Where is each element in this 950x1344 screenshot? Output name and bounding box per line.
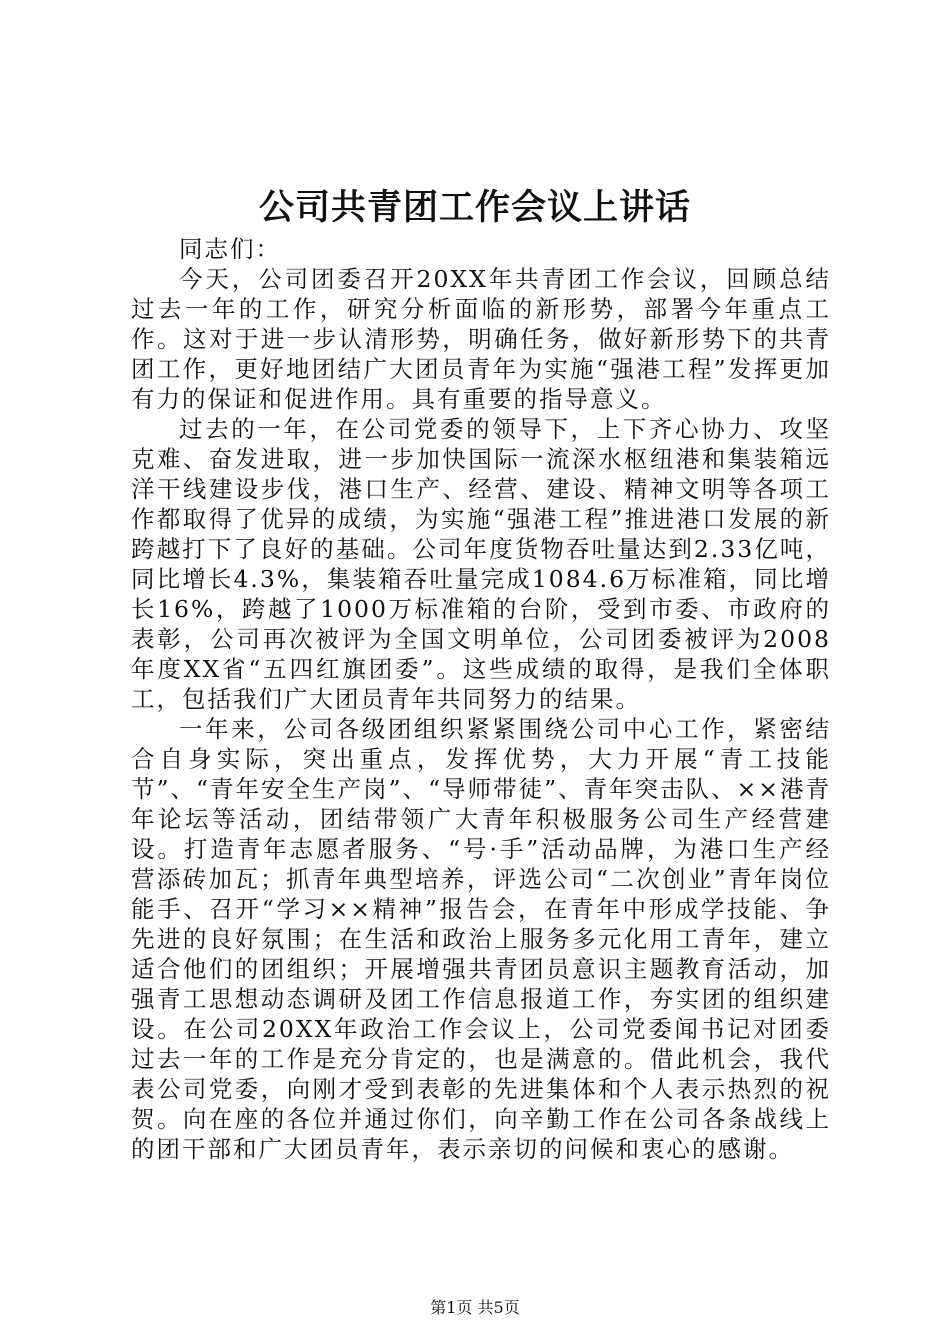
document-body xyxy=(131,234,831,1164)
page-number-footer: 第1页 共5页 xyxy=(430,1298,520,1317)
salutation: 同志们： xyxy=(179,235,281,263)
paragraph-intro: 今天，公司团委召开20XX年共青团工作会议，回顾总结过去一年的工作，研究分析面临的新形势，部署今年重点工作。这对于进一步认清形势，明确任务，做好新形势下的共青团工作，更好地团结广大团员青年为实施“强港工程”发挥更加有力的保证和促进作用。具有重要的指导意义。 xyxy=(131,265,831,413)
paragraph-activities: 一年来，公司各级团组织紧紧围绕公司中心工作，紧密结合自身实际，突出重点，发挥优势，大力开展“青工技能节”、“青年安全生产岗”、“导师带徒”、青年突击队、××港青年论坛等活动，团结带领广大青年积极服务公司生产经营建设。打造青年志愿者服务、“号·手”活动品牌，为港口生产经营添砖加瓦；抓青年典型培养，评选公司“二次创业”青年岗位能手、召开“学习××精神”报告会，在青年中形成学技能、争先进的良好氛围；在生活和政治上服务多元化用工青年，建立适合他们的团组织；开展增强共青团员意识主题教育活动，加强青工思想动态调研及团工作信息报道工作，夯实团的组织建设。在公司20XX年政治工作会议上，公司党委闻书记对团委过去一年的工作是充分肯定的，也是满意的。借此机会，我代表公司党委，向刚才受到表彰的先进集体和个人表示热烈的祝贺。向在座的各位并通过你们，向辛勤工作在公司各条战线上的团干部和广大团员青年，表示亲切的问候和衷心的感谢。 xyxy=(131,715,831,1163)
page-title: 公司共青团工作会议上讲话 xyxy=(258,187,691,228)
paragraph-achievements: 过去的一年，在公司党委的领导下，上下齐心协力、攻坚克难、奋发进取，进一步加快国际一流深水枢纽港和集装箱远洋干线建设步伐，港口生产、经营、建设、精神文明等各项工作都取得了优异的成绩，为实施“强港工程”推进港口发展的新跨越打下了良好的基础。公司年度货物吞吐量达到2.33亿吨，同比增长4.3%，集装箱吞吐量完成1084.6万标准箱，同比增长16%，跨越了1000万标准箱的台阶，受到市委、市政府的表彰，公司再次被评为全国文明单位，公司团委被评为2008年度XX省“五四红旗团委”。这些成绩的取得，是我们全体职工，包括我们广大团员青年共同努力的结果。 xyxy=(131,415,831,713)
